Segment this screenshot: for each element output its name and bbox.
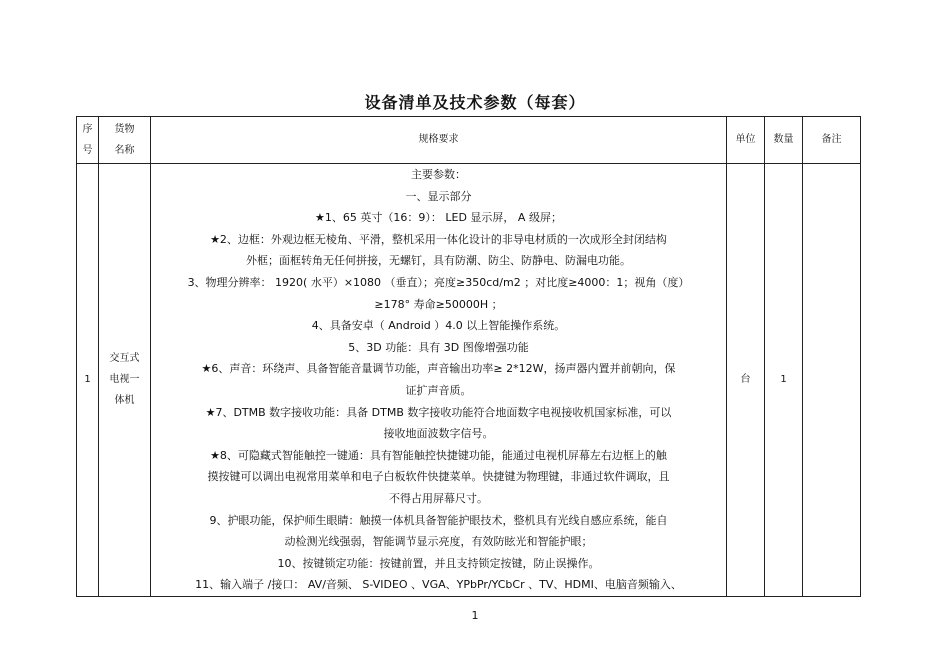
header-spec: 规格要求 bbox=[151, 117, 727, 164]
header-name-line: 名称 bbox=[114, 145, 135, 156]
row-unit: 台 bbox=[727, 164, 765, 597]
spec-line: 动检测光线强弱，智能调节显示亮度，有效防眩光和智能护眼； bbox=[284, 535, 593, 549]
header-qty: 数量 bbox=[765, 117, 803, 164]
header-seq bbox=[77, 117, 99, 164]
header-seq-line: 号 bbox=[82, 145, 93, 156]
spec-line: ★8、可隐藏式智能触控一键通：具有智能触控快捷键功能，能通过电视机屏幕左右边框上的触 bbox=[210, 448, 667, 462]
table-row bbox=[77, 164, 861, 597]
spec-line: ★7、DTMB 数字接收功能：具备 DTMB 数字接收功能符合地面数字电视接收机国家标准，可以 bbox=[205, 405, 672, 419]
spec-line: ★2、边框：外观边框无棱角、平滑，整机采用一体化设计的非导电材质的一次成形全封闭结构 bbox=[210, 232, 667, 246]
row-qty: 1 bbox=[765, 164, 803, 597]
spec-line: 摸按键可以调出电视常用菜单和电子白板软件快捷菜单。快捷键为物理键，非通过软件调取，且 bbox=[207, 470, 670, 484]
spec-line: 9、护眼功能，保护师生眼睛：触摸一体机具备智能护眼技术，整机具有光线自感应系统，能自 bbox=[209, 513, 668, 527]
spec-line: 证扩声音质。 bbox=[405, 383, 472, 397]
spec-line: ★6、声音：环绕声、具备智能音量调节功能，声音输出功率≥ 2*12W，扬声器内置并前朝向，保 bbox=[201, 362, 676, 376]
spec-line: 4、具备安卓（ Android ）4.0 以上智能操作系统。 bbox=[311, 319, 566, 333]
header-unit: 单位 bbox=[727, 117, 765, 164]
header-remark: 备注 bbox=[803, 117, 861, 164]
page-number: 1 bbox=[471, 609, 479, 622]
spec-line: 外框；面框转角无任何拼接，无螺钉，具有防潮、防尘、防静电、防漏电功能。 bbox=[246, 254, 631, 268]
row-name bbox=[99, 164, 151, 597]
header-seq-line: 序 bbox=[82, 124, 93, 135]
row-seq: 1 bbox=[77, 164, 99, 597]
spec-line: ★1、65 英寸（16：9）： LED 显示屏， A 级屏； bbox=[315, 211, 562, 225]
equipment-table bbox=[76, 116, 861, 597]
row-name-line: 电视一 bbox=[109, 374, 140, 386]
header-name-line: 货物 bbox=[114, 124, 135, 135]
spec-line: 一、显示部分 bbox=[405, 189, 472, 203]
page-title: 设备清单及技术参数（每套） bbox=[364, 93, 586, 112]
spec-line: 主要参数： bbox=[411, 168, 466, 181]
row-name-line: 体机 bbox=[114, 395, 135, 407]
spec-line: 10、按键锁定功能：按键前置，并且支持锁定按键，防止误操作。 bbox=[277, 556, 600, 570]
row-spec bbox=[151, 164, 727, 597]
spec-line: 3、物理分辨率： 1920( 水平）×1080 （垂直）；亮度≥350cd/m2 ；对比度≥4000：1；视角（度） bbox=[187, 275, 690, 289]
spec-line: 5、3D 功能：具有 3D 图像增强功能 bbox=[348, 340, 529, 354]
header-name bbox=[99, 117, 151, 164]
spec-text bbox=[151, 164, 726, 596]
row-remark bbox=[803, 164, 861, 597]
spec-line: 11、输入端子 /接口： AV/音频、 S-VIDEO 、VGA、YPbPr/YCbCr 、TV、HDMI、电脑音频输入、 bbox=[195, 578, 682, 592]
spec-line: 不得占用屏幕尺寸。 bbox=[389, 491, 488, 505]
spec-line: 接收地面波数字信号。 bbox=[383, 427, 494, 441]
row-name-line: 交互式 bbox=[109, 353, 140, 365]
spec-line: ≥178° 寿命≥50000H ； bbox=[374, 297, 503, 311]
table-header-row bbox=[77, 117, 861, 164]
